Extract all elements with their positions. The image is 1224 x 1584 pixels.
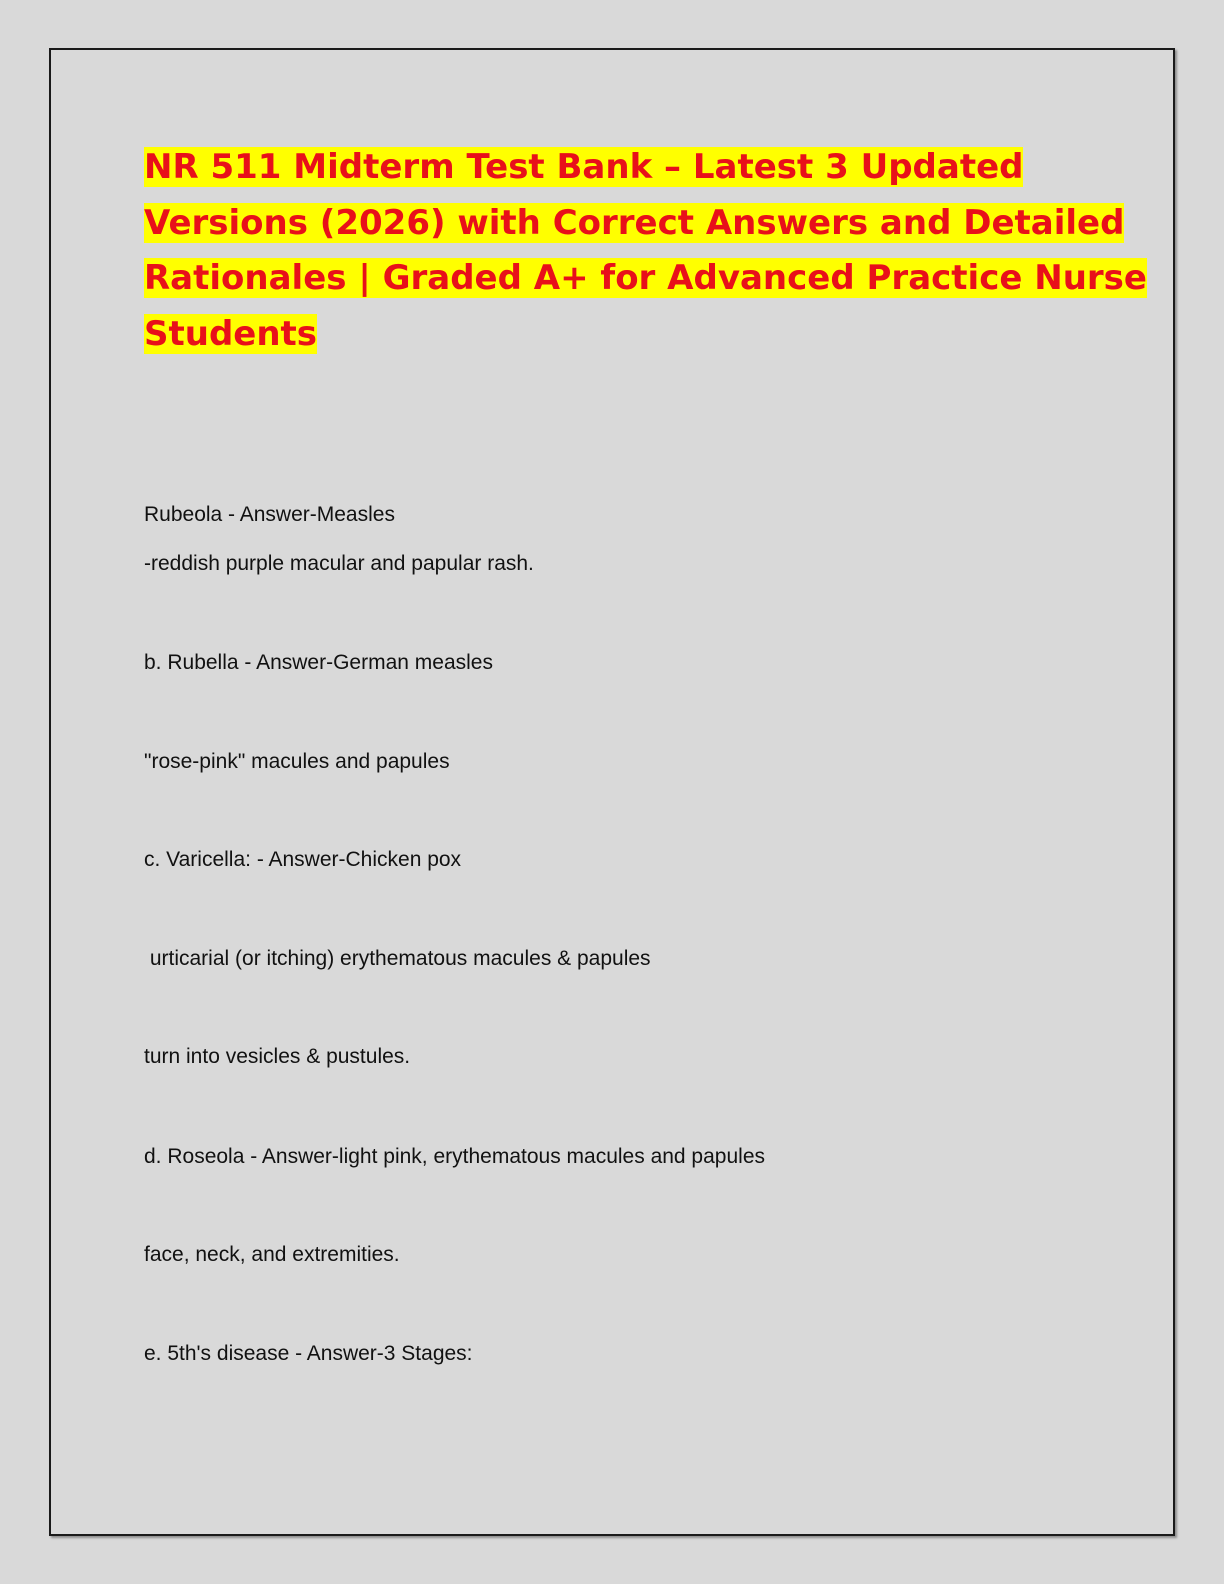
answer-varicella-detail: urticarial (or itching) erythematous macules & papules — [144, 947, 651, 970]
answer-roseola-detail: face, neck, and extremities. — [144, 1243, 400, 1266]
question-fifth-disease: e. 5th's disease - Answer-3 Stages: — [144, 1342, 473, 1365]
question-roseola: d. Roseola - Answer-light pink, erythematous macules and papules — [144, 1145, 765, 1168]
title-line: NR 511 Midterm Test Bank – Latest 3 Updated — [144, 147, 1024, 187]
title-line: Students — [144, 313, 318, 354]
question-rubella: b. Rubella - Answer-German measles — [144, 651, 493, 674]
answer-varicella-progression: turn into vesicles & pustules. — [144, 1045, 411, 1068]
title-line: Versions (2026) with Correct Answers and Detailed — [144, 202, 1125, 243]
answer-rubeola-detail: -reddish purple macular and papular rash. — [144, 552, 534, 575]
answer-rubella-detail: "rose-pink" macules and papules — [144, 750, 450, 773]
question-varicella: c. Varicella: - Answer-Chicken pox — [144, 848, 462, 871]
title-line: Rationales | Graded A+ for Advanced Practice Nurse — [144, 258, 1147, 298]
document-title — [144, 140, 1147, 362]
question-rubeola: Rubeola - Answer-Measles — [144, 503, 395, 526]
